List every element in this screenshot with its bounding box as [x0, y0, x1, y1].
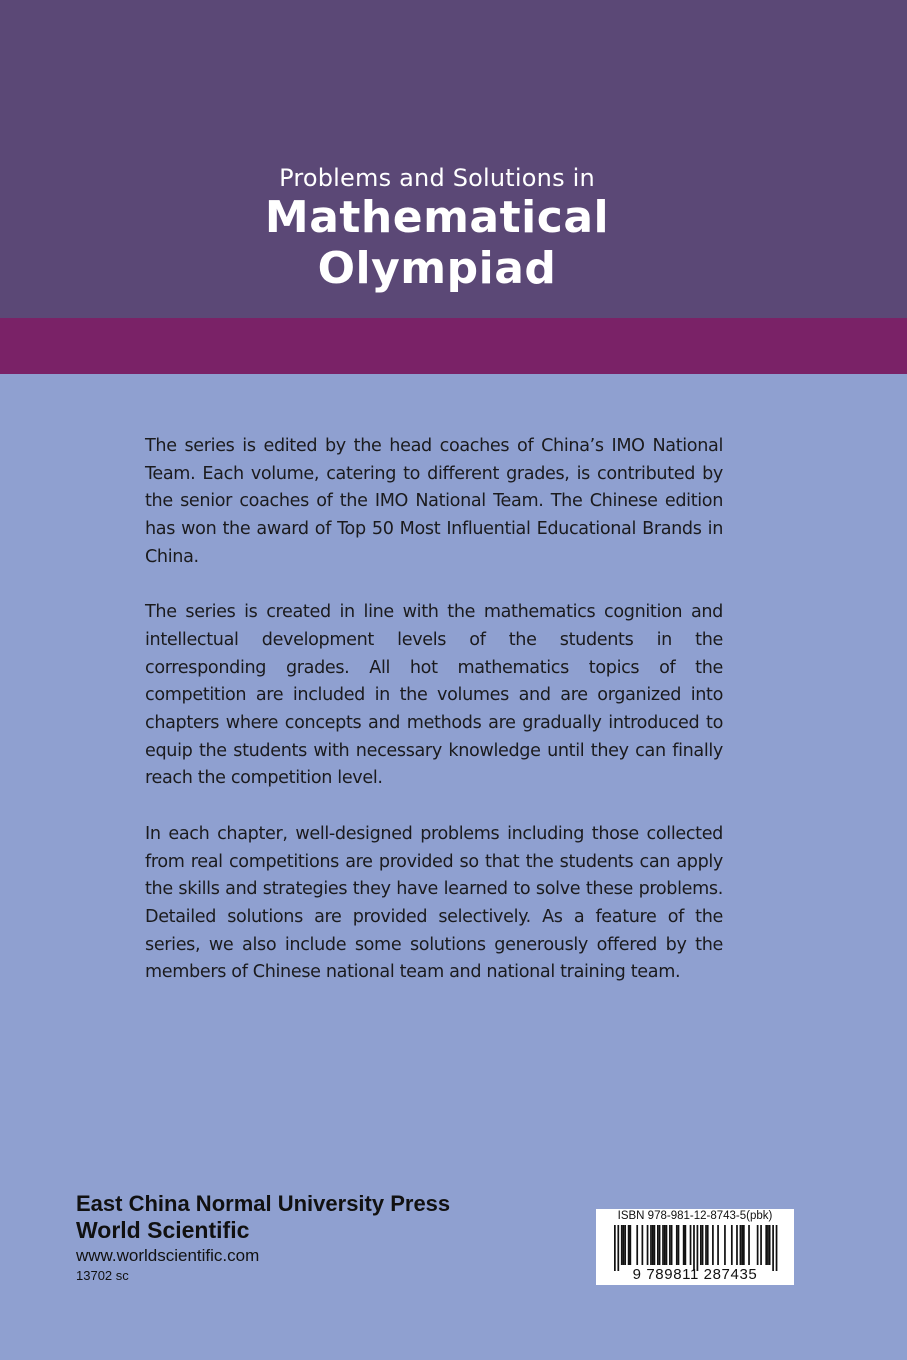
barcode-bar	[669, 1225, 671, 1265]
barcode-bar	[642, 1225, 644, 1265]
barcode-bar	[652, 1225, 654, 1265]
barcode-bar	[690, 1225, 692, 1265]
barcode-bar	[724, 1225, 726, 1265]
barcode-digits: 9 789811 287435	[632, 1266, 758, 1283]
barcode-bar	[676, 1225, 678, 1265]
cover-accent-stripe	[0, 318, 907, 374]
product-code: 13702 sc	[76, 1268, 129, 1283]
barcode-bar	[705, 1225, 707, 1265]
barcode-bar	[760, 1225, 762, 1265]
barcode-bar	[693, 1225, 695, 1271]
barcode-bar	[769, 1225, 771, 1265]
barcode-bar	[647, 1225, 649, 1265]
barcode-bar	[707, 1225, 709, 1265]
blurb-paragraph-1: The series is edited by the head coaches of China’s IMO National Team. Each volume, catering to different grades, is contributed by the senior coaches of the IMO National Team. The Chinese edition has won the award of Top 50 Most Influential Educational Brands in China.	[145, 436, 723, 567]
barcode-bar	[731, 1225, 733, 1265]
barcode-bar	[743, 1225, 745, 1265]
barcode-bar	[717, 1225, 719, 1265]
isbn-barcode	[596, 1209, 794, 1285]
barcode-bar	[702, 1225, 704, 1265]
publisher-name-1: East China Normal University Press	[76, 1191, 451, 1216]
barcode-bar	[740, 1225, 742, 1265]
book-title-line-1: Mathematical	[264, 192, 610, 243]
barcode-bar	[624, 1225, 626, 1265]
barcode-bar	[700, 1225, 702, 1265]
barcode-bar	[614, 1225, 616, 1271]
barcode-bar	[664, 1225, 666, 1265]
isbn-label: ISBN 978-981-12-8743-5(pbk)	[617, 1210, 773, 1222]
barcode-bar	[623, 1225, 625, 1265]
barcode-bar	[741, 1225, 743, 1265]
back-cover-blurb	[145, 433, 723, 1015]
publisher-block	[76, 1190, 450, 1285]
barcode-bar	[772, 1225, 774, 1271]
barcode-bar	[629, 1225, 631, 1265]
publisher-name-2: World Scientific	[76, 1217, 250, 1243]
barcode-bar	[697, 1225, 699, 1271]
barcode-bar	[767, 1225, 769, 1265]
barcode-bar	[662, 1225, 664, 1265]
blurb-paragraph-2: The series is created in line with the mathematics cognition and intellectual development levels of the students in the corresponding grades. All hot mathematics topics of the competition are included in the volumes and are organized into chapters where concepts and methods are gradually introduced to equip the students with necessary knowledge until they can finally reach the competition level.	[145, 602, 723, 789]
barcode-bar	[765, 1225, 767, 1265]
barcode-bar	[748, 1225, 750, 1265]
barcode-bar	[650, 1225, 652, 1265]
blurb-paragraph-3: In each chapter, well-designed problems including those collected from real competitions are provided so that the students can apply the skills and strategies they have learned to solve these problems. Detailed solutions are provided selectively. As a feature of the series, we also include some solutions generously offered by the members of Chinese national team and national training team.	[145, 823, 723, 983]
barcode-bar	[776, 1225, 778, 1271]
barcode-bar	[657, 1225, 659, 1265]
barcode-bar	[654, 1225, 656, 1265]
barcode-bar	[671, 1225, 673, 1265]
barcode-bar	[683, 1225, 685, 1265]
book-title-line-2: Olympiad	[317, 243, 557, 294]
barcode-bar	[666, 1225, 668, 1265]
barcode-bar	[621, 1225, 623, 1265]
publisher-website: www.worldscientific.com	[76, 1246, 260, 1265]
barcode-bar	[712, 1225, 714, 1265]
barcode-bar	[628, 1225, 630, 1265]
barcode-bar	[736, 1225, 738, 1265]
barcode-bar	[757, 1225, 759, 1265]
book-subtitle: Problems and Solutions in	[279, 164, 595, 192]
barcode-bar	[678, 1225, 680, 1265]
barcode-bar	[685, 1225, 687, 1265]
barcode-bar	[659, 1225, 661, 1265]
barcode-bar	[636, 1225, 638, 1265]
barcode-bar	[617, 1225, 619, 1271]
